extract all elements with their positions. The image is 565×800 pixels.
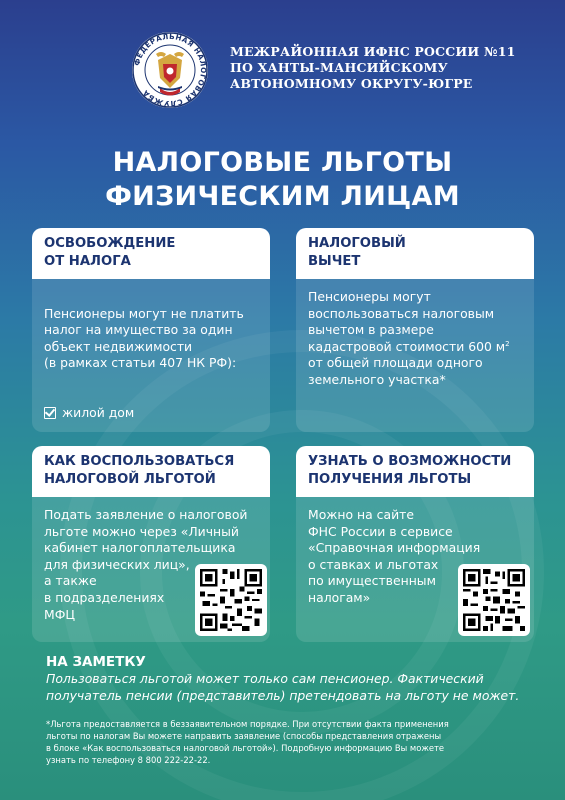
card-deduction-body (296, 279, 534, 432)
organization-name: МЕЖРАЙОННАЯ ИФНС РОССИИ №11 ПО ХАНТЫ-МАНСИЙСКОМУ АВТОНОМНОМУ ОКРУГУ-ЮГРЕ (230, 44, 516, 91)
list-item-label: жилой дом (62, 405, 135, 421)
checkbox-icon (44, 407, 56, 419)
tax-service-emblem-icon (130, 30, 210, 110)
superscript: 2 (505, 339, 510, 348)
qr-code[interactable] (458, 564, 530, 636)
card-how-to-heading: КАК ВОСПОЛЬЗОВАТЬСЯ НАЛОГОВОЙ ЛЬГОТОЙ (32, 446, 270, 497)
footnote: *Льгота предоставляется в беззаявительном порядке. При отсутствии факта применения льготы по налогам Вы можете направить заявление (способы представления отражены в блоке «Как воспользоваться налоговой льготой»). Подробную информацию Вы можете узнать по телефону 8 800 222-22-22. (46, 719, 449, 765)
note-title: НА ЗАМЕТКУ (46, 654, 146, 670)
card-learn-more-body: Можно на сайте ФНС России в сервисе «Справочная информация о ставках и льготах по имущественным налогам» (296, 497, 534, 642)
qr-code-icon (463, 569, 525, 631)
header (130, 30, 530, 110)
qr-code[interactable] (195, 564, 267, 636)
list-item (44, 405, 258, 422)
svg-text:ФЕДЕРАЛЬНАЯ НАЛОГОВАЯ СЛУЖБА: ФЕДЕРАЛЬНАЯ НАЛОГОВАЯ СЛУЖБА (132, 31, 209, 109)
card-exemption-heading: ОСВОБОЖДЕНИЕ ОТ НАЛОГА (32, 228, 270, 279)
card-deduction-heading: НАЛОГОВЫЙ ВЫЧЕТ (296, 228, 534, 279)
deduction-text: Пенсионеры могут воспользоваться налоговым вычетом в размере кадастровой стоимости 600 м (308, 289, 506, 354)
qr-code-icon (200, 569, 262, 631)
card-how-to-body: Подать заявление о налоговой льготе можно через «Личный кабинет налогоплательщика для физических лиц», а также в подразделениях МФЦ (32, 497, 270, 642)
card-exemption-body (32, 279, 270, 432)
card-learn-more-heading: УЗНАТЬ О ВОЗМОЖНОСТИ ПОЛУЧЕНИЯ ЛЬГОТЫ (296, 446, 534, 497)
card-deduction (296, 228, 534, 432)
deduction-text-continued: от общей площади одного земельного участка* (308, 355, 483, 387)
page-title: НАЛОГОВЫЕ ЛЬГОТЫ ФИЗИЧЕСКИМ ЛИЦАМ (105, 147, 460, 212)
card-exemption (32, 228, 270, 432)
property-list (44, 389, 258, 432)
card-exemption-intro: Пенсионеры могут не платить налог на имущество за один объект недвижимости (в рамках статьи 407 НК РФ): (44, 305, 244, 371)
note-text: Пользоваться льготой может только сам пенсионер. Фактический получатель пенсии (представитель) претендовать на льготу не может. (46, 671, 520, 703)
